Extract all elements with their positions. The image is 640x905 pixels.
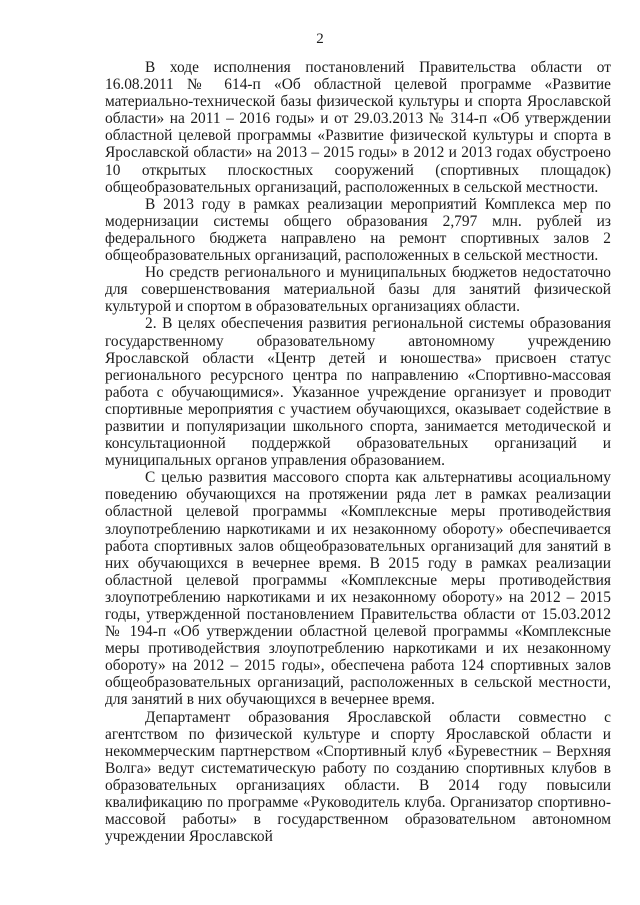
paragraph-resource-center: 2. В целях обеспечения развития региональной системы образования государственному образовательному автономному учреждению Ярославской области «Центр детей и юношества» присвоен статус регионального ресурсного центра по направлению «Спортивно-массовая работа с обучающимися». Указанное учреждение организует и проводит спортивные мероприятия с участием обучающихся, оказывает содействие в развитии и популяризации школьного спорта, занимается методической и консультационной поддержкой образовательных организаций и муниципальных органов управления образованием. [105, 315, 611, 470]
document-body [105, 59, 611, 845]
paragraph-program-implementation: В ходе исполнения постановлений Правительства области от 16.08.2011 № 614-п «Об областной целевой программе «Развитие материально-технической базы физической культуры и спорта Ярославской области» на 2011 – 2016 годы» и от 29.03.2013 № 314-п «Об утверждении областной целевой программы «Развитие физической культуры и спорта в Ярославской области» на 2013 – 2015 годы» в 2012 и 2013 годах обустроено 10 открытых плоскостных сооружений (спортивных площадок) общеобразовательных организаций, расположенных в сельской местности. [105, 59, 611, 196]
paragraph-insufficient-funds: Но средств регионального и муниципальных бюджетов недостаточно для совершенствования материальной базы для занятий физической культурой и спортом в образовательных организациях области. [105, 264, 611, 316]
page-number: 2 [316, 31, 324, 47]
paragraph-sport-clubs: Департамент образования Ярославской области совместно с агентством по физической культуре и спорту Ярославской области и некоммерческим партнерством «Спортивный клуб «Буревестник – Верхняя Волга» ведут систематическую работу по созданию спортивных клубов в образовательных организациях области. В 2014 году повысили квалификацию по программе «Руководитель клуба. Организатор спортивно-массовой работы» в государственном образовательном автономном учреждении Ярославской [105, 708, 611, 846]
paragraph-mass-sport: С целью развития массового спорта как альтернативы асоциальному поведению обучающихся на протяжении ряда лет в рамках реализации областной целевой программы «Комплексные меры противодействия злоупотреблению наркотиками и их незаконному обороту» обеспечивается работа спортивных залов общеобразовательных организаций для занятий в них обучающихся в вечернее время. В 2015 году в рамках реализации областной целевой программы «Комплексные меры противодействия злоупотреблению наркотиками и их незаконному обороту» на 2012 – 2015 годы, утвержденной постановлением Правительства области от 15.03.2012 № 194-п «Об утверждении областной целевой программы «Комплексные меры противодействия злоупотреблению наркотиками и их незаконному обороту» на 2012 – 2015 годы», обеспечена работа 124 спортивных залов общеобразовательных организаций, расположенных в сельской местности, для занятий в них обучающихся в вечернее время. [105, 469, 611, 709]
paragraph-2013-modernization: В 2013 году в рамках реализации мероприятий Комплекса мер по модернизации системы общего образования 2,797 млн. рублей из федерального бюджета направлено на ремонт спортивных залов 2 общеобразовательных организаций, расположенных в сельской местности. [105, 195, 611, 265]
